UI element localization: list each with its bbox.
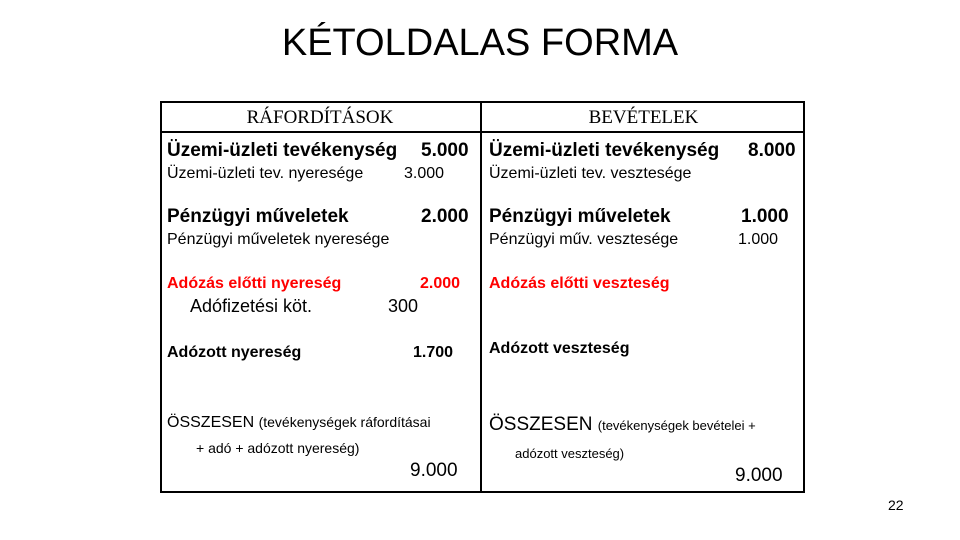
right-row1-value: 8.000 [748, 140, 796, 161]
left-total-note: (tevékenységek ráfordításai [258, 414, 431, 430]
right-total-note-cont: adózott veszteség) [515, 446, 625, 461]
right-total-label: ÖSSZESEN [489, 414, 593, 435]
left-row3-sub-value: 300 [388, 296, 419, 316]
column-divider [480, 101, 482, 493]
left-row2-sub-label: Pénzügyi műveletek nyeresége [167, 231, 390, 248]
right-row2-sub-value: 1.000 [738, 231, 779, 248]
left-row2-value: 2.000 [421, 206, 469, 227]
left-total-line [167, 414, 431, 432]
right-column-header: BEVÉTELEK [588, 107, 699, 128]
header-divider [160, 131, 805, 133]
right-row1-sub-label: Üzemi-üzleti tev. vesztesége [489, 165, 692, 182]
left-column-header: RÁFORDÍTÁSOK [246, 107, 394, 128]
right-row2-label: Pénzügyi műveletek [489, 206, 671, 227]
left-total-note-cont: + adó + adózott nyereség) [196, 440, 360, 456]
left-row1-value: 5.000 [421, 140, 469, 161]
right-row4-label: Adózott veszteség [489, 340, 630, 357]
right-total-value: 9.000 [735, 465, 783, 486]
right-row3-label: Adózás előtti veszteség [489, 275, 670, 292]
right-total-line [489, 414, 756, 436]
left-row4-value: 1.700 [413, 344, 454, 361]
left-row1-sub-value: 3.000 [404, 165, 445, 182]
right-row2-value: 1.000 [741, 206, 789, 227]
left-row3-label: Adózás előtti nyereség [167, 275, 342, 292]
right-row1-label: Üzemi-üzleti tevékenység [489, 140, 720, 161]
right-row2-sub-label: Pénzügyi műv. vesztesége [489, 231, 679, 248]
left-total-value: 9.000 [410, 460, 458, 481]
left-row3-value: 2.000 [420, 275, 461, 292]
left-row2-label: Pénzügyi műveletek [167, 206, 349, 227]
left-row3-sub-label: Adófizetési köt. [190, 296, 313, 316]
left-row1-sub-label: Üzemi-üzleti tev. nyeresége [167, 165, 364, 182]
slide-title: KÉTOLDALAS FORMA [281, 22, 679, 64]
right-total-note: (tevékenységek bevételei + [597, 418, 756, 433]
left-total-label: ÖSSZESEN [167, 414, 255, 431]
left-row4-label: Adózott nyereség [167, 344, 302, 361]
left-row1-label: Üzemi-üzleti tevékenység [167, 140, 398, 161]
page-number: 22 [888, 497, 904, 513]
